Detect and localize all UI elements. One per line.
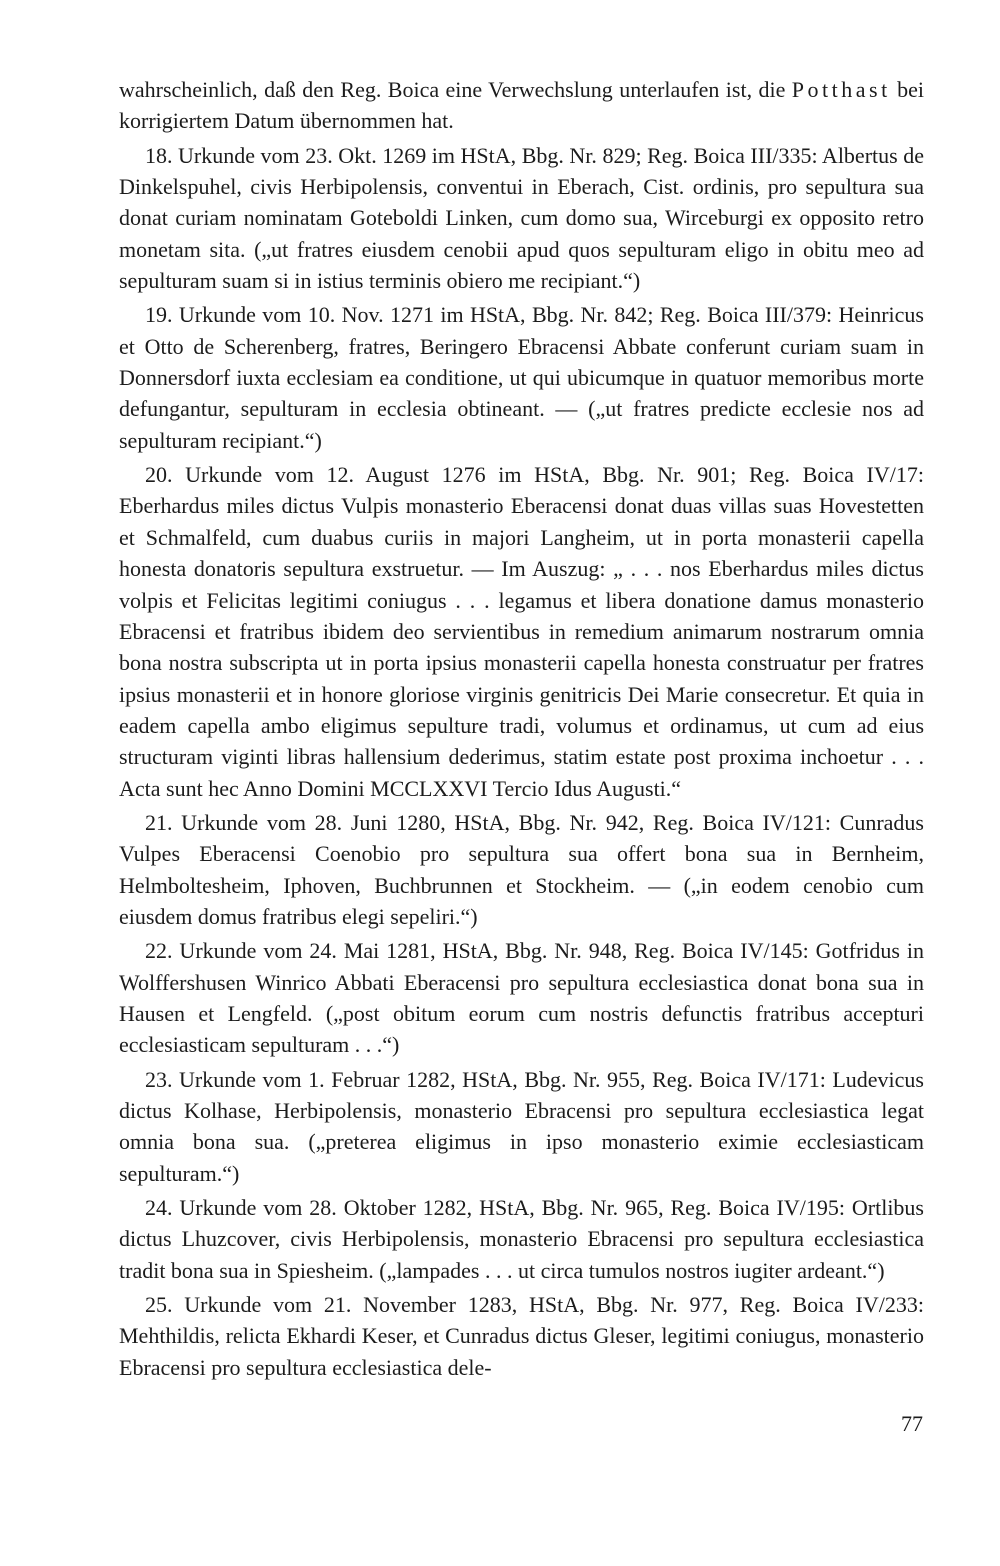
paragraph-continuation	[119, 74, 924, 137]
entry-22: 22. Urkunde vom 24. Mai 1281, HStA, Bbg. Nr. 948, Reg. Boica IV/145: Gotfridus in Wolffershusen Winrico Abbati Eberacensi pro sepultura ecclesiastica donat bona sua in Hausen et Lengfeld. („post obitum eorum cum nostris defunctis fratribus accepturi ecclesiasticam sepulturam . . .“)	[119, 938, 924, 1058]
author-name-potthast: Potthast	[791, 77, 891, 102]
entry-20: 20. Urkunde vom 12. August 1276 im HStA, Bbg. Nr. 901; Reg. Boica IV/17: Eberhardus miles dictus Vulpis monasterio Eberacensi donat duas villas suas Hovestetten et Schmalfeld, cum duabus curiis in majori Langheim, ut in porta monasterii capella honesta donatoris sepultura exstruetur. — Im Auszug: „ . . . nos Eberhardus miles dictus volpis et Felicitas legitimi coniugus . . . legamus et libera donatione damus monasterio Ebracensi et fratribus ibidem deo servientibus in remedium animarum nostrarum omnia bona nostra subscripta ut in porta ipsius monasterii capella honesta construatur per fratres ipsius monasterii et in honore gloriose virginis genitricis Dei Marie consecretur. Et quia in eadem capella ambo eligimus sepulture tradi, volumus et ordinamus, ut cum ad eius structuram viginti libras hallensium dederimus, statim estate post proxima inchoetur . . . Acta sunt hec Anno Domini MCCLXXVI Tercio Idus Augusti.“	[119, 462, 924, 801]
entry-21: 21. Urkunde vom 28. Juni 1280, HStA, Bbg. Nr. 942, Reg. Boica IV/121: Cunradus Vulpes Eberacensi Coenobio pro sepultura sua offert bona sua in Bernheim, Helmboltesheim, Iphoven, Buchbrunnen et Stockheim. — („in eodem cenobio cum eiusdem domus fratribus elegi sepeliri.“)	[119, 809, 924, 929]
page-number: 77	[901, 1411, 923, 1436]
entry-24: 24. Urkunde vom 28. Oktober 1282, HStA, Bbg. Nr. 965, Reg. Boica IV/195: Ortlibus dictus Lhuzcover, civis Herbipolensis, monasterio Ebracensi pro sepultura ecclesiastica tradit bona sua in Spiesheim. („lampades . . . ut circa tumulos nostros iugiter ardeant.“)	[119, 1195, 924, 1283]
page-body	[119, 74, 924, 1383]
continuation-text-start: wahrscheinlich, daß den Reg. Boica eine Verwechslung unterlaufen ist, die	[119, 77, 792, 102]
continuation-text-end: bei korrigiertem Datum übernommen hat.	[119, 77, 924, 134]
entry-19: 19. Urkunde vom 10. Nov. 1271 im HStA, Bbg. Nr. 842; Reg. Boica III/379: Heinricus et Otto de Scherenberg, fratres, Beringero Ebracensi Abbate conferunt curiam suam in Donnersdorf iuxta ecclesiam ea conditione, ut qui ubicumque in quatuor memoribus morte defungantur, sepulturam in ecclesia obtineant. — („ut fratres predicte ecclesie nos ad sepulturam recipiant.“)	[119, 302, 924, 453]
entry-18: 18. Urkunde vom 23. Okt. 1269 im HStA, Bbg. Nr. 829; Reg. Boica III/335: Albertus de Dinkelspuhel, civis Herbipolensis, conventui in Eberach, Cist. ordinis, pro sepultura sua donat curiam nominatam Goteboldi Linken, cum domo sua, Wirceburgi ex opposito retro monetam sita. („ut fratres eiusdem cenobii apud quos sepulturam eligo in obitu meo ad sepulturam suam si in istius terminis obiero me recipiant.“)	[119, 142, 924, 294]
entry-25: 25. Urkunde vom 21. November 1283, HStA, Bbg. Nr. 977, Reg. Boica IV/233: Mehthildis, relicta Ekhardi Keser, et Cunradus dictus Gleser, legitimi coniugus, monasterio Ebracensi pro sepultura ecclesiastica dele-	[119, 1292, 924, 1380]
entry-23: 23. Urkunde vom 1. Februar 1282, HStA, Bbg. Nr. 955, Reg. Boica IV/171: Ludevicus dictus Kolhase, Herbipolensis, monasterio Ebracensi pro sepultura ecclesiastica legat omnia bona sua. („preterea eligimus in ipso monasterio eximie ecclesiasticam sepulturam.“)	[119, 1066, 924, 1186]
